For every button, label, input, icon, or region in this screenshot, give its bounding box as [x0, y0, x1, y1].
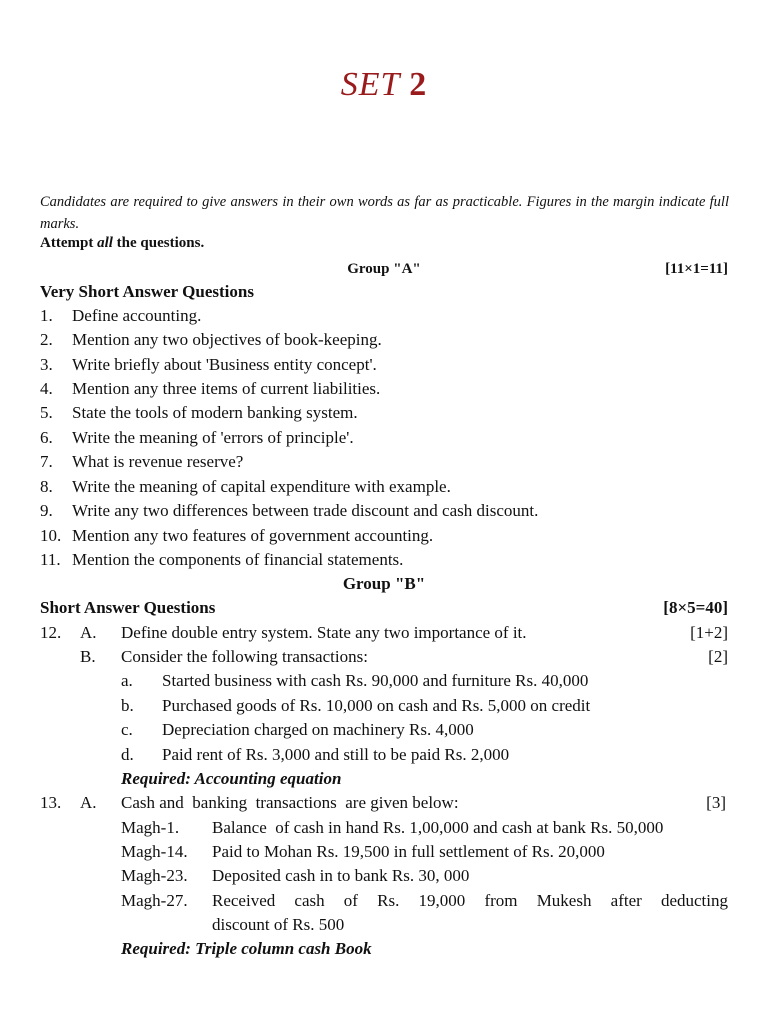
- transaction-item: b. Purchased goods of Rs. 10,000 on cash and Rs. 5,000 on credit: [121, 696, 591, 715]
- group-b-marks: [8×5=40]: [663, 598, 728, 617]
- question-13a: 13. A. Cash and banking transactions are given below: [3]: [0, 791, 768, 815]
- question-item: 6. Write the meaning of 'errors of principle'.: [40, 428, 354, 447]
- question-item: 2. Mention any two objectives of book-keeping.: [40, 330, 382, 349]
- question-marks: [2]: [708, 647, 728, 666]
- question-item: 5. State the tools of modern banking system.: [40, 403, 358, 422]
- cash-entry-continued: discount of Rs. 500: [212, 915, 345, 934]
- question-item: 10. Mention any two features of government accounting.: [40, 526, 434, 545]
- group-a-heading-row: [0, 280, 768, 304]
- cash-entry: Magh-1. Balance of cash in hand Rs. 1,00,000 and cash at bank Rs. 50,000: [121, 818, 664, 837]
- question-item: 3. Write briefly about 'Business entity concept'.: [40, 355, 377, 374]
- question-item: 11. Mention the components of financial statements.: [40, 550, 404, 569]
- set-title-number: 2: [409, 66, 428, 103]
- cash-entry: Magh-27. Received cash of Rs. 19,000 from Mukesh after deducting: [121, 891, 728, 910]
- group-a-label: Group "A": [347, 261, 421, 277]
- group-a-header: [0, 257, 768, 281]
- group-b-heading: Short Answer Questions: [40, 598, 216, 617]
- transaction-item: d. Paid rent of Rs. 3,000 and still to be paid Rs. 2,000: [121, 745, 510, 764]
- question-item: 1. Define accounting.: [40, 306, 202, 325]
- transaction-item: a. Started business with cash Rs. 90,000 and furniture Rs. 40,000: [121, 671, 589, 690]
- attempt-instruction: Attempt all the questions.: [40, 235, 205, 251]
- question-item: 9. Write any two differences between trade discount and cash discount.: [40, 501, 539, 520]
- group-a-heading: Very Short Answer Questions: [40, 282, 254, 301]
- group-b-header: [0, 572, 768, 596]
- instructions: Candidates are required to give answers in their own words as far as practicable. Figures in the margin indicate full marks.: [40, 194, 729, 232]
- group-b-heading-row: [0, 596, 768, 620]
- transaction-item: c. Depreciation charged on machinery Rs. 4,000: [121, 720, 474, 739]
- required-line: Required: Accounting equation: [121, 769, 342, 788]
- question-item: 8. Write the meaning of capital expenditure with example.: [40, 477, 451, 496]
- question-marks: [3]: [706, 793, 726, 812]
- question-item: 4. Mention any three items of current liabilities.: [40, 379, 381, 398]
- set-title-prefix: SET: [340, 66, 400, 103]
- cash-entry: Magh-23. Deposited cash in to bank Rs. 30, 000: [121, 866, 470, 885]
- question-marks: [1+2]: [690, 623, 728, 642]
- set-title: [0, 66, 768, 104]
- question-12b: B. Consider the following transactions: [2]: [0, 645, 768, 669]
- question-item: 7. What is revenue reserve?: [40, 452, 244, 471]
- group-a-marks: [11×1=11]: [665, 261, 728, 277]
- cash-entry: Magh-14. Paid to Mohan Rs. 19,500 in full settlement of Rs. 20,000: [121, 842, 605, 861]
- required-line: Required: Triple column cash Book: [121, 939, 372, 958]
- question-12a: 12. A. Define double entry system. State any two importance of it. [1+2]: [0, 621, 768, 645]
- group-b-label: Group "B": [342, 574, 426, 593]
